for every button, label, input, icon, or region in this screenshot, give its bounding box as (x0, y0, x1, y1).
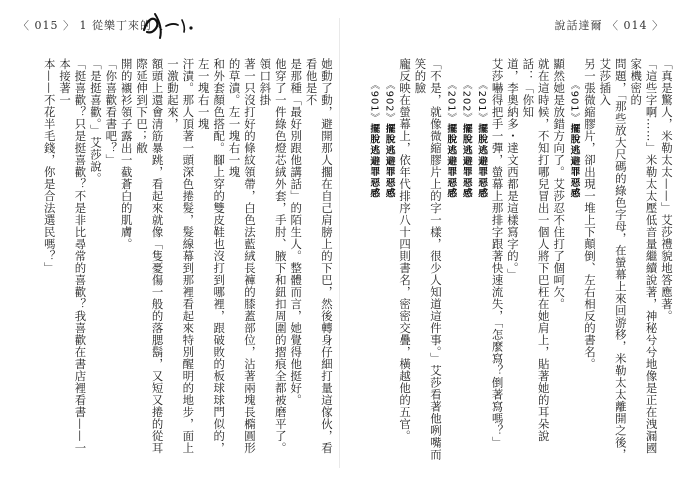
text-line: 龐反映在螢幕上，依年代排序八十四則書名，密密交疊，橫越他的五官。 (398, 58, 413, 442)
entry-title: 擺脫逃避罪惡感 (368, 123, 380, 199)
entry-code: 《201》 (476, 80, 488, 124)
text-line: 問題，「那些放大尺碼的綠色字母，在螢幕上來回游移，米勒太太離開之後，艾莎插入 (598, 58, 628, 461)
text-line: 另一張微縮膠片，卻出現一堆上下顛倒、左右相反的書名。 (582, 58, 597, 370)
text-line: 和外套顏色搭配。腳上穿的雙皮鞋也沒打到哪裡，跟破敗的板球球門似的，左一塊右一塊 (196, 58, 227, 454)
text-line: 他穿了一件綠色燈芯絨外套，手肘、腋下和鈕扣周圍的摺痕全都被磨平了。領口斜掛 (258, 58, 288, 454)
page-gutter (339, 18, 340, 468)
microfilm-entry (474, 58, 489, 462)
text-line: 汗漬。那人頂著一頭深色捲髮，髮線幕到那裡看起來特別醒明的地步，面上一激動起來， (165, 58, 196, 454)
entry-code: 《901》 (568, 80, 580, 124)
right-running-header: 說話達爾 〈 014 〉 (554, 19, 664, 32)
left-page-body (4, 58, 334, 462)
entry-title: 擺脫逃避罪惡感 (445, 123, 457, 199)
text-line: 「這些字啊……」米勒太太壓低音量繼續說著，神秘兮兮地像是正在洩漏國家機密的 (629, 58, 659, 454)
microfilm-entry (443, 58, 458, 462)
entry-code: 《201》 (445, 80, 457, 124)
text-line: 本——不花半毛錢，你是合法選民嗎？」 (42, 58, 57, 274)
right-page (344, 0, 680, 481)
text-line: 「真是驚人，米勒太太——」艾莎禮貌地答應著。 (660, 58, 674, 322)
entry-title: 擺脫逃避罪惡感 (568, 123, 580, 199)
text-line: 額頭上還會清筋暴跳，看起來就像「隻憂傷一般的落腮鬍，又短又捲的從耳際延伸到下巴；敝 (135, 58, 165, 454)
entry-title: 擺脫逃避罪惡感 (476, 123, 488, 199)
entry-code: 《902》 (383, 80, 395, 124)
text-line: 開的襯衫領子露出一截蒼白的肌膚。 (119, 58, 134, 250)
text-line: 艾莎嚇得把手一彈，螢幕上那排字跟著快速流失，「怎麼寫？倒著寫嗎？」 (490, 58, 505, 449)
entry-title: 擺脫逃避罪惡感 (460, 123, 472, 199)
text-line: 「不是，就像微縮膠片上的字一樣，很少人知道這件事。」艾莎看著他咧嘴而笑的臉 (413, 58, 443, 461)
left-running-header: 〈 015 〉 1 從樂丁來的人 (18, 19, 164, 32)
entry-title: 擺脫逃避罪惡感 (383, 123, 395, 199)
text-line: 是那種「最好別跟他講話」的陌生人。整體而言，她覺得他挺好。 (289, 58, 304, 406)
left-page (0, 0, 336, 481)
text-line: 著一只沒打好的條紋領帶，白色法藍絨長褲的膝蓋部位，沾著兩塊長橢圓形的草漬。左一塊右一塊 (227, 58, 257, 454)
text-line: 顯然她是放錯方向了。艾莎忍不住打了個呵欠。 (552, 58, 567, 310)
text-line: 道，李奧納多・達文西都是這樣寫字的。」 (505, 58, 520, 281)
text-line: 「你喜歡看書吧？」 (104, 58, 119, 166)
entry-code: 《901》 (368, 80, 380, 124)
microfilm-entry (366, 58, 381, 462)
text-line: 就在這時候，不知打哪兒冒出一個人將下巴枉在她肩上，貼著她的耳朵說話：「你知 (521, 58, 551, 442)
microfilm-entry (566, 58, 581, 462)
entry-code: 《202》 (460, 80, 472, 124)
right-page-body (348, 58, 674, 462)
text-line: 「是挺喜歡。」艾莎說。 (88, 58, 103, 185)
text-line: 她動了動，避開那人擱在自己肩膀上的下巴，然後轉身仔細打量這傢伙，看看他是不 (304, 58, 334, 454)
text-line: 「挺喜歡？只是挺喜歡？不是非比尋常的喜歡？我喜歡在書店裡看書——一本接著一 (58, 58, 88, 454)
microfilm-entry (458, 58, 473, 462)
brushstroke-logo (138, 8, 198, 42)
microfilm-entry (381, 58, 396, 462)
